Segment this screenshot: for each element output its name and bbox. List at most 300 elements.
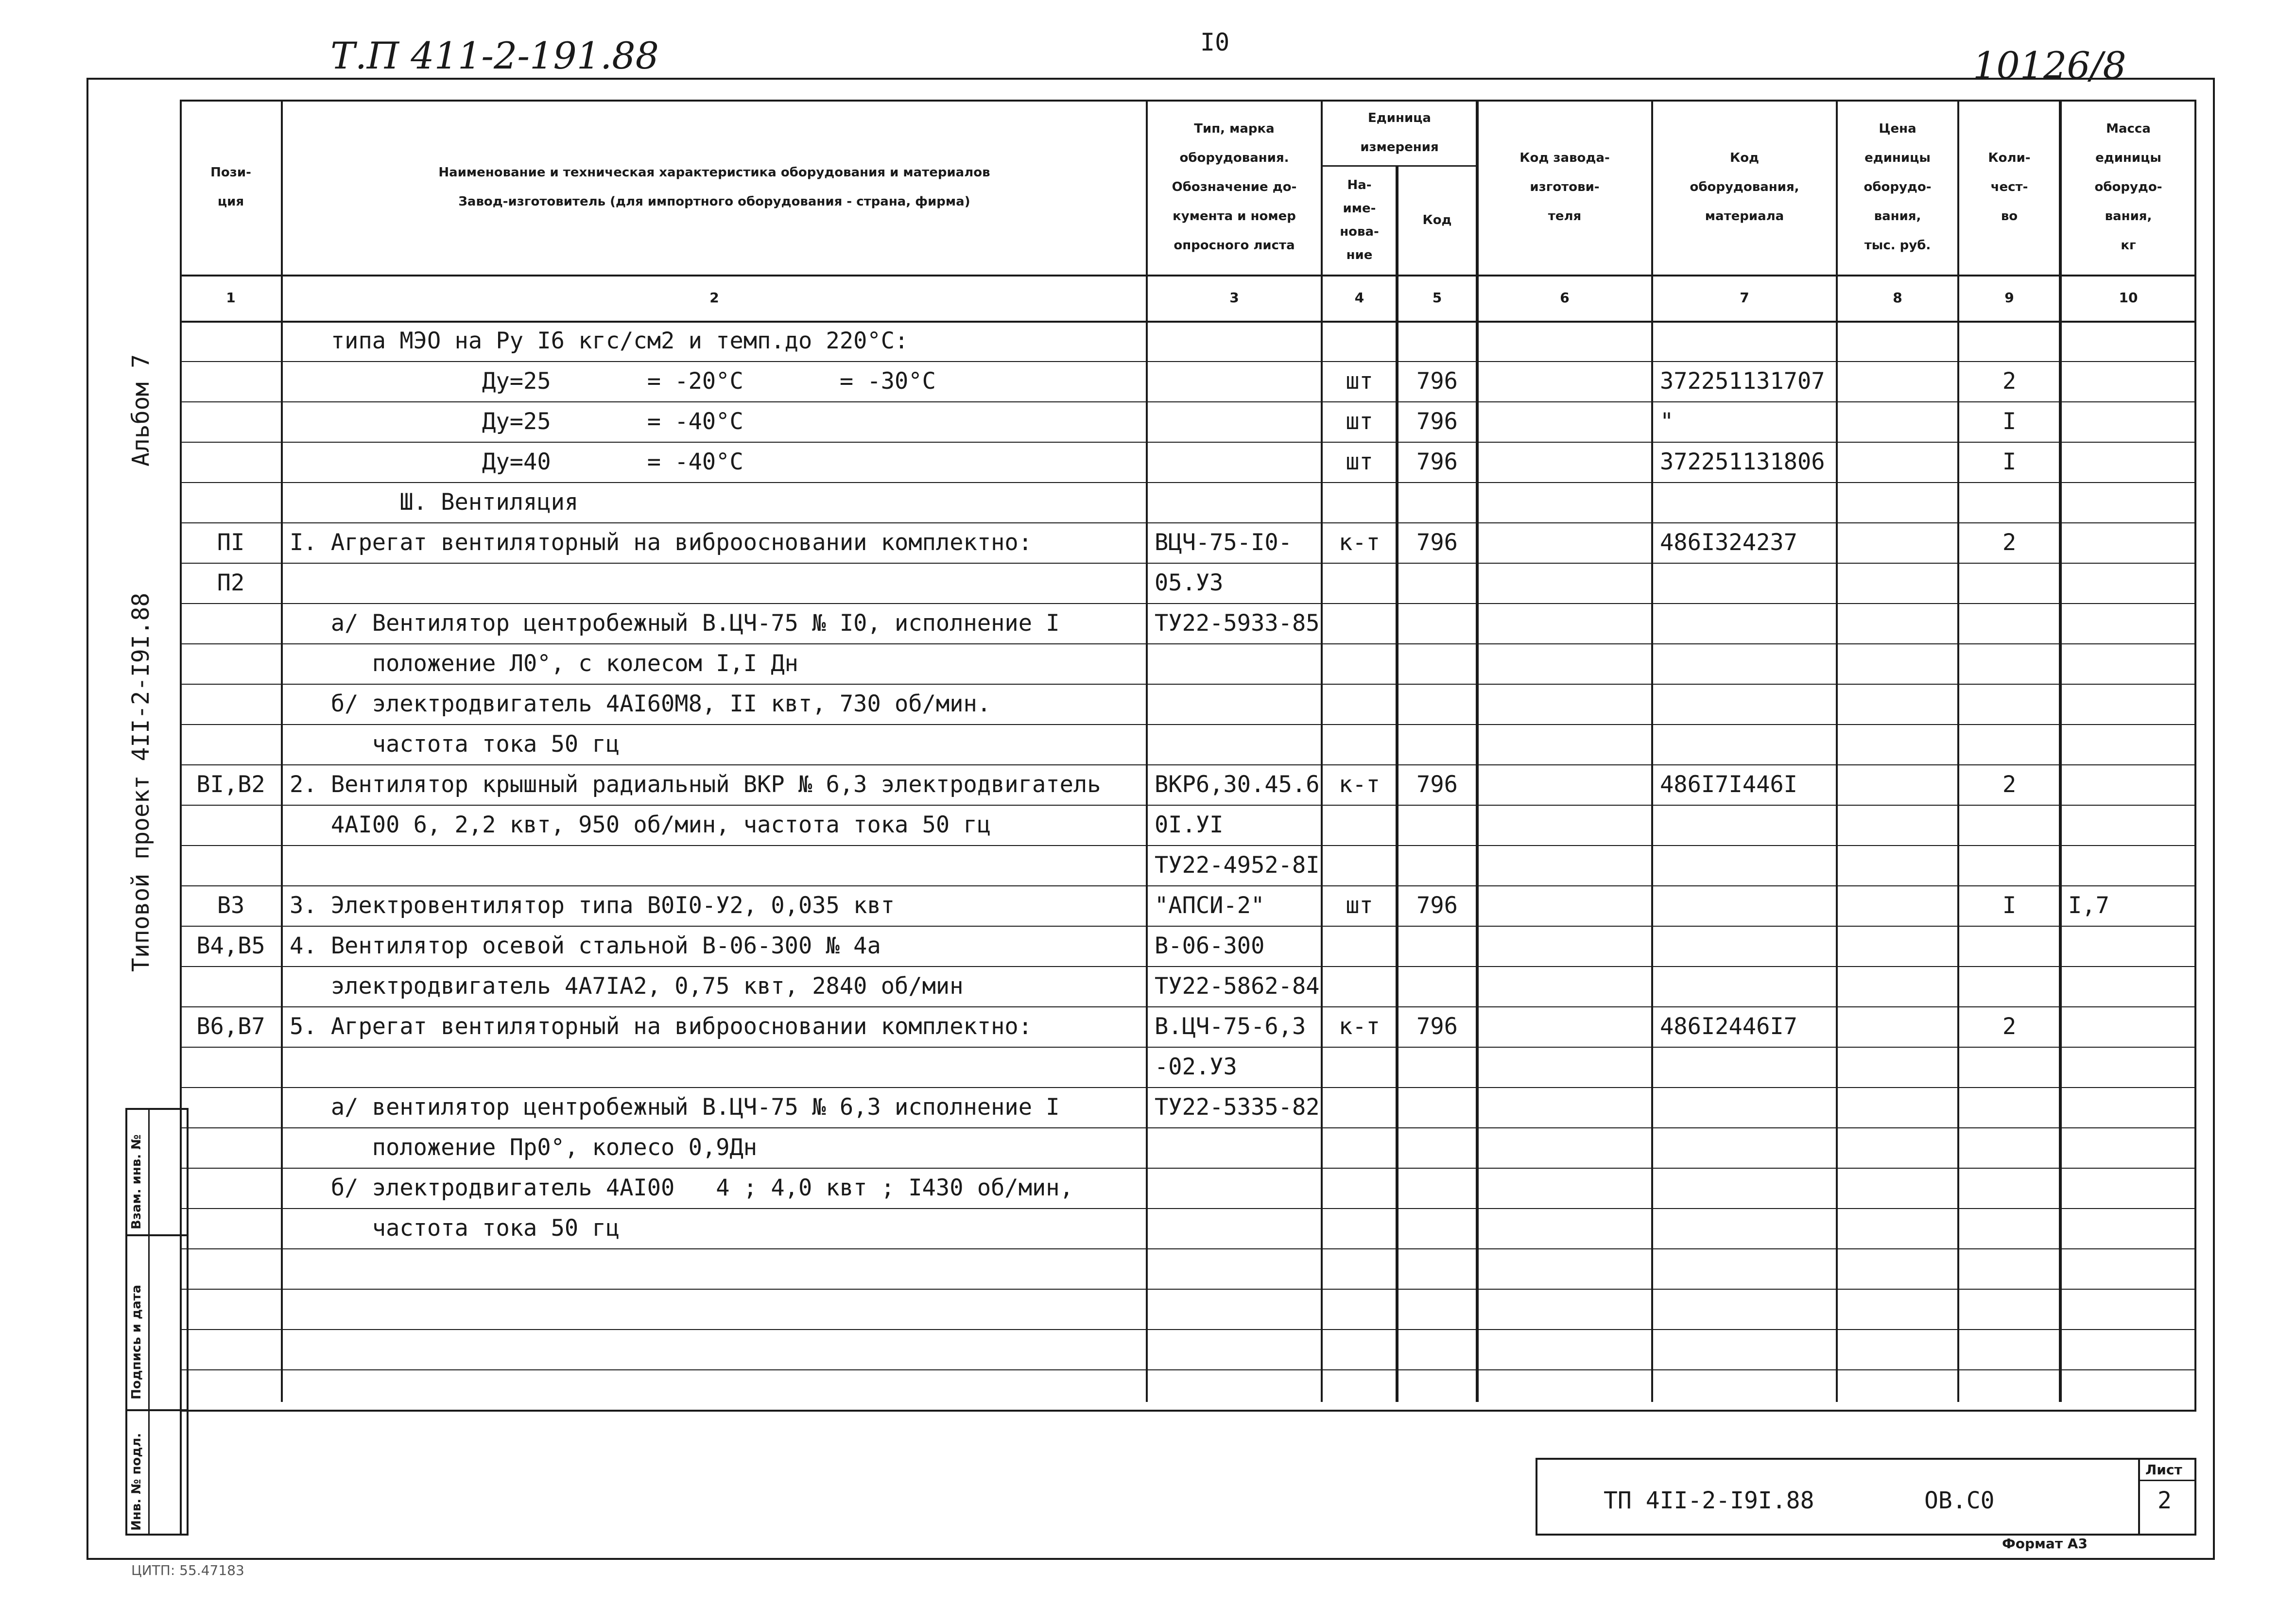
cell-mass <box>2068 1369 2194 1410</box>
cell-name: 5. Агрегат вентиляторный на виброосновании комплектно: <box>290 1013 1033 1040</box>
cell-fcode <box>1477 1006 1652 1047</box>
cell-price <box>1837 1329 1958 1369</box>
cell-type: ТУ22-5933-85 <box>1155 610 1320 637</box>
cell-name: 4АI00 6, 2,2 квт, 950 об/мин, частота тока 50 гц <box>290 812 991 838</box>
cell-ucode <box>1397 1208 1477 1248</box>
cell-ecode <box>1660 966 1835 1006</box>
format-label: Формат А3 <box>2002 1536 2088 1552</box>
cell-qty: 2 <box>2002 1013 2017 1040</box>
cell-qty <box>1958 1168 2060 1208</box>
cell-mass <box>2068 1047 2194 1087</box>
cell-qty <box>1958 966 2060 1006</box>
cell-ecode: 372251131806 <box>1660 449 1825 475</box>
cell-pos <box>180 1329 282 1369</box>
cell-unit <box>1322 1087 1397 1127</box>
cell-type <box>1155 1208 1320 1248</box>
cell-ecode <box>1660 482 1835 522</box>
project-label: Типовой проект 4II-2-I9I.88 <box>127 592 155 972</box>
cell-unit <box>1322 1047 1397 1087</box>
cell-qty <box>1958 1087 2060 1127</box>
cell-price <box>1837 1087 1958 1127</box>
cell-pos <box>180 321 282 361</box>
stamp-label: Взам. инв. № <box>129 1134 144 1229</box>
cell-mass: I,7 <box>2068 892 2109 919</box>
sheet-label: Лист <box>2145 1462 2182 1478</box>
cell-name: положение Пр0°, колесо 0,9Дн <box>290 1134 758 1161</box>
cell-qty: 2 <box>2002 529 2017 556</box>
header-unit-group: Единица измерения <box>1360 110 1439 155</box>
cell-mass <box>2068 1289 2194 1329</box>
header-price: Цена единицы оборудо- вания, тыс. руб. <box>1864 121 1932 253</box>
cell-qty <box>1958 684 2060 724</box>
stamp-divider-v <box>148 1108 150 1536</box>
cell-mass <box>2068 1248 2194 1289</box>
header-quantity: Коли- чест- во <box>1988 151 2031 224</box>
cell-price <box>1837 1208 1958 1248</box>
cell-type <box>1155 724 1320 764</box>
column-number: 10 <box>2119 290 2138 306</box>
column-number: 2 <box>709 290 719 306</box>
cell-fcode <box>1477 926 1652 966</box>
sheet-number: 2 <box>2158 1487 2172 1514</box>
cell-pos <box>180 1127 282 1168</box>
cell-ucode: 796 <box>1416 449 1458 475</box>
cell-type <box>1155 482 1320 522</box>
cell-mass <box>2068 603 2194 643</box>
header-divider <box>1322 165 1477 167</box>
cell-ucode <box>1397 926 1477 966</box>
cell-fcode <box>1477 966 1652 1006</box>
cell-mass <box>2068 1087 2194 1127</box>
cell-price <box>1837 522 1958 563</box>
cell-ecode <box>1660 885 1835 926</box>
header-unit-name: На- име- нова- ние <box>1340 177 1379 262</box>
cell-fcode <box>1477 482 1652 522</box>
column-number: 8 <box>1893 290 1902 306</box>
cell-fcode <box>1477 442 1652 482</box>
page-number: I0 <box>1200 28 1230 56</box>
cell-name: а/ вентилятор центробежный В.ЦЧ-75 № 6,3 исполнение I <box>290 1094 1060 1121</box>
cell-pos <box>180 1087 282 1127</box>
cell-pos: В6,В7 <box>196 1013 265 1040</box>
header-position: Пози- ция <box>210 165 251 209</box>
cell-name <box>290 1248 1145 1289</box>
cell-qty <box>1958 805 2060 845</box>
column-number: 1 <box>226 290 236 306</box>
cell-price <box>1837 442 1958 482</box>
cell-fcode <box>1477 1329 1652 1369</box>
column-number: 7 <box>1740 290 1749 306</box>
cell-unit: к-т <box>1339 771 1380 798</box>
header-mass: Масса единицы оборудо- вания, кг <box>2094 121 2162 253</box>
cell-price <box>1837 1248 1958 1289</box>
cell-type <box>1155 1168 1320 1208</box>
cell-unit <box>1322 805 1397 845</box>
cell-qty: I <box>2002 892 2017 919</box>
cell-ecode <box>1660 1087 1835 1127</box>
cell-name: Ду=25 = -20°С = -30°С <box>290 368 936 395</box>
handwritten-project-code: Т.П 411-2-191.88 <box>330 34 659 77</box>
cell-price <box>1837 401 1958 442</box>
cell-unit <box>1322 845 1397 885</box>
cell-pos <box>180 684 282 724</box>
cell-pos: ВI,В2 <box>196 771 265 798</box>
cell-unit <box>1322 684 1397 724</box>
cell-pos <box>180 1047 282 1087</box>
cell-qty <box>1958 1047 2060 1087</box>
cell-ecode <box>1660 1289 1835 1329</box>
cell-name <box>290 1369 1145 1410</box>
cell-mass <box>2068 1208 2194 1248</box>
cell-name: 2. Вентилятор крышный радиальный ВКР № 6,3 электродвигатель <box>290 771 1101 798</box>
cell-pos <box>180 1248 282 1289</box>
cell-name <box>290 563 1145 603</box>
cell-name: электродвигатель 4А7IА2, 0,75 квт, 2840 об/мин <box>290 973 964 1000</box>
cell-pos <box>180 603 282 643</box>
cell-ecode <box>1660 724 1835 764</box>
cell-qty <box>1958 563 2060 603</box>
cell-type: В-06-300 <box>1155 933 1265 959</box>
header-type: Тип, марка оборудования. Обозначение до- кумента и номер опросного листа <box>1172 121 1297 253</box>
cell-name: типа МЭО на Ру I6 кгс/см2 и темп.до 220°С: <box>290 328 909 354</box>
header-name: Наименование и техническая характеристика оборудования и материалов Завод-изготовитель (для импортного оборудования - страна, фирма) <box>438 165 990 209</box>
cell-qty <box>1958 643 2060 684</box>
cell-ucode: 796 <box>1416 529 1458 556</box>
cell-pos <box>180 1208 282 1248</box>
cell-price <box>1837 764 1958 805</box>
cell-mass <box>2068 966 2194 1006</box>
table-bottom-line <box>180 1410 2196 1412</box>
cell-ecode <box>1660 643 1835 684</box>
cell-ecode: 486I7I446I <box>1660 771 1797 798</box>
cell-price <box>1837 966 1958 1006</box>
cell-ecode <box>1660 1369 1835 1410</box>
cell-name: I. Агрегат вентиляторный на виброосновании комплектно: <box>290 529 1033 556</box>
cell-type: ТУ22-5862-84 <box>1155 973 1320 1000</box>
cell-ecode <box>1660 1208 1835 1248</box>
cell-mass <box>2068 321 2194 361</box>
cell-ucode: 796 <box>1416 892 1458 919</box>
cell-type <box>1155 1289 1320 1329</box>
cell-ecode <box>1660 805 1835 845</box>
cell-type <box>1155 401 1320 442</box>
cell-ucode <box>1397 603 1477 643</box>
cell-pos: П2 <box>217 570 245 596</box>
cell-unit <box>1322 724 1397 764</box>
cell-ucode <box>1397 1289 1477 1329</box>
cell-qty <box>1958 845 2060 885</box>
title-doc-code: ТП 4II-2-I9I.88 <box>1604 1487 1814 1514</box>
cell-mass <box>2068 442 2194 482</box>
stamp-label: Подпись и дата <box>129 1284 144 1400</box>
cell-ecode: 486I324237 <box>1660 529 1797 556</box>
cell-fcode <box>1477 603 1652 643</box>
cell-type <box>1155 321 1320 361</box>
cell-fcode <box>1477 401 1652 442</box>
cell-type: ТУ22-4952-8I <box>1155 852 1320 879</box>
cell-ecode <box>1660 563 1835 603</box>
cell-type <box>1155 442 1320 482</box>
cell-ucode <box>1397 1168 1477 1208</box>
cell-qty <box>1958 1369 2060 1410</box>
header-factory-code: Код завода- изготови- теля <box>1519 151 1610 224</box>
cell-name <box>290 1047 1145 1087</box>
cell-fcode <box>1477 1047 1652 1087</box>
cell-fcode <box>1477 1087 1652 1127</box>
cell-type <box>1155 1329 1320 1369</box>
cell-fcode <box>1477 684 1652 724</box>
cell-fcode <box>1477 321 1652 361</box>
cell-name <box>290 845 1145 885</box>
cell-fcode <box>1477 1127 1652 1168</box>
stamp-divider <box>125 1234 189 1236</box>
cell-ecode: 372251131707 <box>1660 368 1825 395</box>
cell-mass <box>2068 1168 2194 1208</box>
cell-ucode <box>1397 1047 1477 1087</box>
column-number: 5 <box>1432 290 1442 306</box>
cell-qty <box>1958 482 2060 522</box>
cell-pos <box>180 966 282 1006</box>
cell-qty: 2 <box>2002 368 2017 395</box>
handwritten-sheet-number: 10126/8 <box>1973 44 2126 87</box>
cell-mass <box>2068 1127 2194 1168</box>
cell-pos <box>180 1369 282 1410</box>
cell-qty <box>1958 1248 2060 1289</box>
cell-type: В.ЦЧ-75-6,3 <box>1155 1013 1306 1040</box>
cell-type <box>1155 684 1320 724</box>
cell-type <box>1155 1369 1320 1410</box>
cell-fcode <box>1477 1369 1652 1410</box>
cell-name: Ш. Вентиляция <box>290 489 579 516</box>
cell-ecode <box>1660 1329 1835 1369</box>
cell-type <box>1155 1248 1320 1289</box>
cell-ecode <box>1660 1168 1835 1208</box>
cell-ucode <box>1397 321 1477 361</box>
cell-ucode <box>1397 1127 1477 1168</box>
title-block-divider <box>2138 1480 2196 1481</box>
cell-pos <box>180 845 282 885</box>
cell-ucode: 796 <box>1416 408 1458 435</box>
cell-ucode <box>1397 563 1477 603</box>
cell-price <box>1837 1289 1958 1329</box>
cell-unit: шт <box>1346 408 1373 435</box>
cell-ecode <box>1660 1127 1835 1168</box>
cell-ucode: 796 <box>1416 1013 1458 1040</box>
cell-unit: шт <box>1346 449 1373 475</box>
cell-name: б/ электродвигатель 4АI00 4 ; 4,0 квт ; I430 об/мин, <box>290 1175 1073 1201</box>
cell-ucode <box>1397 1369 1477 1410</box>
cell-price <box>1837 643 1958 684</box>
cell-fcode <box>1477 563 1652 603</box>
cell-fcode <box>1477 1208 1652 1248</box>
cell-price <box>1837 361 1958 401</box>
cell-ecode <box>1660 1248 1835 1289</box>
cell-ucode <box>1397 1248 1477 1289</box>
cell-name: б/ электродвигатель 4АI60М8, II квт, 730 об/мин. <box>290 691 991 717</box>
cell-qty <box>1958 321 2060 361</box>
album-label: Альбом 7 <box>127 354 155 467</box>
cell-pos <box>180 401 282 442</box>
title-block-divider <box>2138 1458 2140 1536</box>
cell-type: ВЦЧ-75-I0- <box>1155 529 1292 556</box>
cell-unit <box>1322 321 1397 361</box>
cell-unit <box>1322 603 1397 643</box>
cell-price <box>1837 1127 1958 1168</box>
cell-mass <box>2068 401 2194 442</box>
cell-mass <box>2068 684 2194 724</box>
column-number: 6 <box>1560 290 1570 306</box>
cell-ecode <box>1660 926 1835 966</box>
cell-unit <box>1322 643 1397 684</box>
cell-qty <box>1958 1289 2060 1329</box>
cell-unit <box>1322 1329 1397 1369</box>
cell-type: "АПСИ-2" <box>1155 892 1265 919</box>
cell-unit <box>1322 1248 1397 1289</box>
cell-name: положение Л0°, с колесом I,I Дн <box>290 650 798 677</box>
cell-mass <box>2068 522 2194 563</box>
cell-pos <box>180 361 282 401</box>
cell-mass <box>2068 805 2194 845</box>
cell-pos: ПI <box>217 529 245 556</box>
cell-pos <box>180 1168 282 1208</box>
cell-price <box>1837 885 1958 926</box>
cell-mass <box>2068 926 2194 966</box>
cell-price <box>1837 603 1958 643</box>
column-number: 3 <box>1229 290 1239 306</box>
title-mark: ОВ.С0 <box>1924 1487 1995 1514</box>
cell-qty <box>1958 603 2060 643</box>
cell-ecode <box>1660 603 1835 643</box>
cell-mass <box>2068 845 2194 885</box>
cell-name: частота тока 50 гц <box>290 731 620 758</box>
cell-fcode <box>1477 643 1652 684</box>
cell-unit: к-т <box>1339 529 1380 556</box>
cell-fcode <box>1477 845 1652 885</box>
cell-type: ВКР6,30.45.6 <box>1155 771 1320 798</box>
cell-price <box>1837 684 1958 724</box>
cell-type <box>1155 643 1320 684</box>
cell-unit <box>1322 966 1397 1006</box>
cell-qty <box>1958 1329 2060 1369</box>
cell-pos <box>180 1289 282 1329</box>
cell-ucode <box>1397 1087 1477 1127</box>
cell-name: Ду=25 = -40°С <box>290 408 743 435</box>
cell-ucode: 796 <box>1416 771 1458 798</box>
cell-ecode <box>1660 845 1835 885</box>
cell-pos: В3 <box>217 892 245 919</box>
header-unit-code: Код <box>1422 212 1452 227</box>
cell-mass <box>2068 1329 2194 1369</box>
cell-type: ТУ22-5335-82 <box>1155 1094 1320 1121</box>
stamp-divider <box>125 1409 189 1411</box>
drawing-field-left <box>180 1410 182 1536</box>
cell-pos <box>180 442 282 482</box>
footer-mark: ЦИТП: 55.47183 <box>131 1562 244 1578</box>
cell-price <box>1837 1168 1958 1208</box>
cell-price <box>1837 1369 1958 1410</box>
cell-fcode <box>1477 805 1652 845</box>
cell-pos <box>180 482 282 522</box>
cell-unit <box>1322 926 1397 966</box>
cell-price <box>1837 482 1958 522</box>
cell-price <box>1837 1047 1958 1087</box>
cell-unit <box>1322 563 1397 603</box>
cell-fcode <box>1477 361 1652 401</box>
cell-fcode <box>1477 885 1652 926</box>
cell-pos <box>180 643 282 684</box>
cell-fcode <box>1477 1248 1652 1289</box>
cell-price <box>1837 563 1958 603</box>
cell-qty: 2 <box>2002 771 2017 798</box>
cell-ucode <box>1397 724 1477 764</box>
cell-ucode <box>1397 805 1477 845</box>
cell-mass <box>2068 563 2194 603</box>
cell-price <box>1837 845 1958 885</box>
cell-name <box>290 1289 1145 1329</box>
cell-qty: I <box>2002 408 2017 435</box>
column-number: 9 <box>2004 290 2014 306</box>
cell-price <box>1837 1006 1958 1047</box>
cell-type: -02.У3 <box>1155 1054 1237 1080</box>
cell-price <box>1837 926 1958 966</box>
stamp-label: Инв. № подл. <box>129 1433 144 1531</box>
cell-ucode <box>1397 1329 1477 1369</box>
cell-price <box>1837 805 1958 845</box>
cell-price <box>1837 321 1958 361</box>
cell-unit <box>1322 1127 1397 1168</box>
cell-name: Ду=40 = -40°С <box>290 449 743 475</box>
cell-type: 05.У3 <box>1155 570 1224 596</box>
cell-mass <box>2068 764 2194 805</box>
cell-qty <box>1958 724 2060 764</box>
cell-ecode: " <box>1660 408 1674 435</box>
cell-qty: I <box>2002 449 2017 475</box>
cell-mass <box>2068 643 2194 684</box>
cell-name: а/ Вентилятор центробежный В.ЦЧ-75 № I0, исполнение I <box>290 610 1060 637</box>
cell-mass <box>2068 1006 2194 1047</box>
cell-unit: к-т <box>1339 1013 1380 1040</box>
cell-qty <box>1958 1127 2060 1168</box>
cell-pos: В4,В5 <box>196 933 265 959</box>
header-bottom-line <box>180 275 2196 276</box>
cell-ecode: 486I2446I7 <box>1660 1013 1797 1040</box>
cell-name: 4. Вентилятор осевой стальной В-06-300 № 4а <box>290 933 881 959</box>
cell-unit <box>1322 1168 1397 1208</box>
cell-unit <box>1322 1289 1397 1329</box>
cell-type <box>1155 361 1320 401</box>
cell-ucode <box>1397 643 1477 684</box>
cell-ucode <box>1397 482 1477 522</box>
cell-ecode <box>1660 1047 1835 1087</box>
column-divider <box>1146 100 1148 1402</box>
cell-ucode <box>1397 966 1477 1006</box>
cell-mass <box>2068 482 2194 522</box>
cell-unit <box>1322 482 1397 522</box>
cell-pos <box>180 724 282 764</box>
cell-type <box>1155 1127 1320 1168</box>
column-number: 4 <box>1354 290 1364 306</box>
cell-fcode <box>1477 724 1652 764</box>
cell-name <box>290 1329 1145 1369</box>
cell-qty <box>1958 926 2060 966</box>
cell-unit: шт <box>1346 368 1373 395</box>
cell-type: 0I.УI <box>1155 812 1224 838</box>
cell-fcode <box>1477 1168 1652 1208</box>
cell-fcode <box>1477 1289 1652 1329</box>
cell-fcode <box>1477 764 1652 805</box>
header-equipment-code: Код оборудования, материала <box>1690 151 1799 224</box>
cell-fcode <box>1477 522 1652 563</box>
